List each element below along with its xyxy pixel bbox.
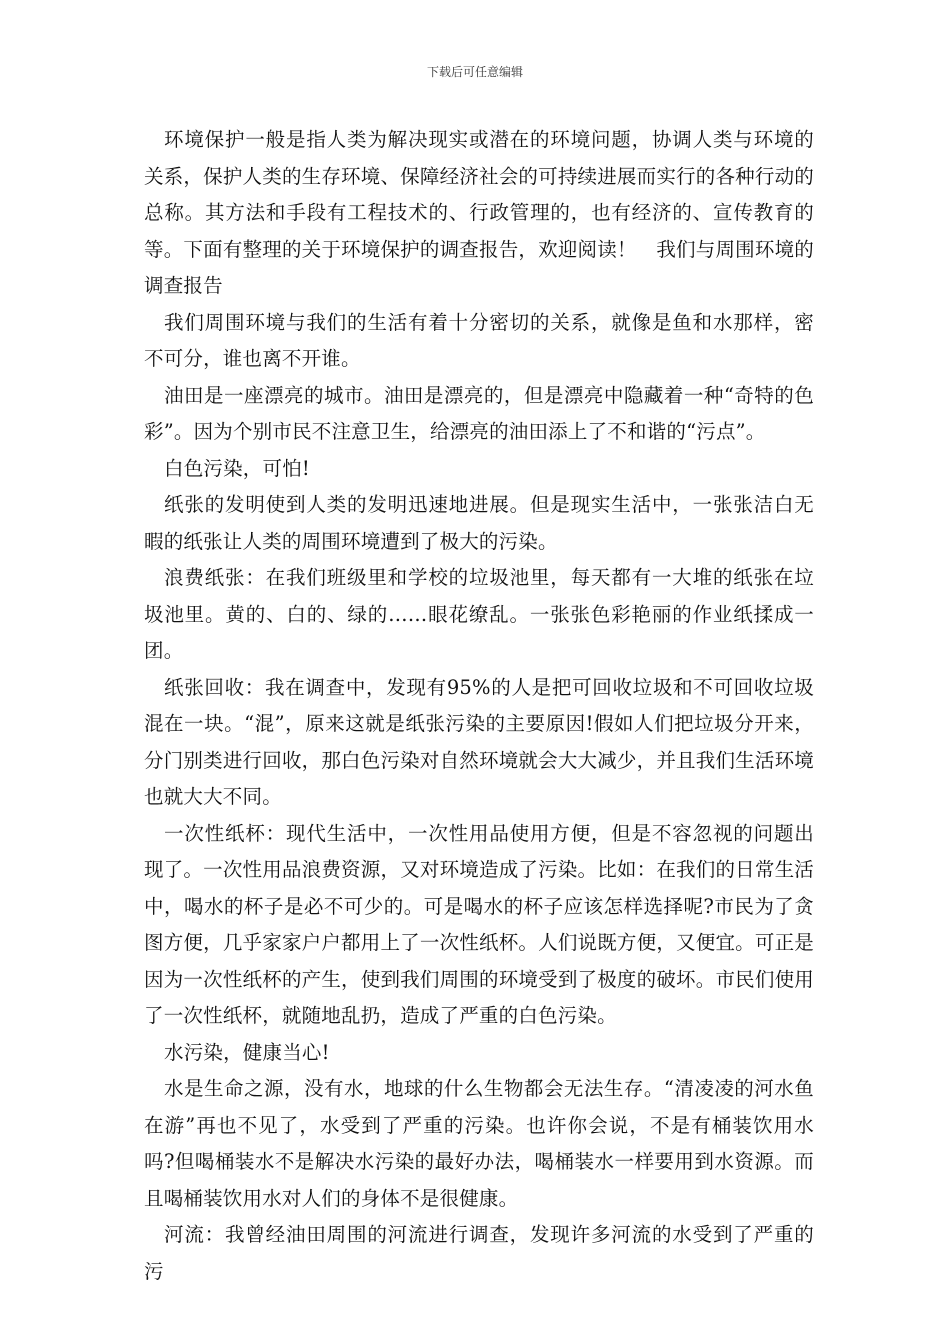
section-heading-white-pollution: 白色污染，可怕! [164, 456, 310, 480]
paragraph-rivers: 河流：我曾经油田周围的河流进行调查，发现许多河流的水受到了严重的污 [144, 1223, 814, 1283]
paragraph-water-source: 水是生命之源，没有水，地球的什么生物都会无法生存。“清凌凌的河水鱼在游”再也不见了，水受到了严重的污染。也许你会说，不是有桶装饮用水吗?但喝桶装水不是解决水污染的最好办法，喝桶装水一样要用到水资源。而且喝桶装饮用水对人们的身体不是很健康。 [144, 1077, 814, 1210]
paragraph-intro: 环境保护一般是指人类为解决现实或潜在的环境问题，协调人类与环境的关系，保护人类的生存环境、保障经济社会的可持续进展而实行的各种行动的总称。其方法和手段有工程技术的、行政管理的，也有经济的、宣传教育的等。下面有整理的关于环境保护的调查报告，欢迎阅读！ 我们与周围环境的调查报告 [144, 128, 814, 297]
paragraph-paper-recycling: 纸张回收：我在调查中，发现有95%的人是把可回收垃圾和不可回收垃圾混在一块。“混”，原来这就是纸张污染的主要原因!假如人们把垃圾分开来，分门别类进行回收，那白色污染对自然环境就会大大减少，并且我们生活环境也就大大不同。 [144, 675, 814, 808]
paragraph-paper-invention: 纸张的发明使到人类的发明迅速地进展。但是现实生活中，一张张洁白无暇的纸张让人类的周围环境遭到了极大的污染。 [144, 493, 814, 553]
page-header-note: 下载后可任意编辑 [426, 65, 523, 79]
paragraph-disposable-cups: 一次性纸杯：现代生活中，一次性用品使用方便，但是不容忽视的问题出现了。一次性用品浪费资源，又对环境造成了污染。比如：在我们的日常生活中，喝水的杯子是必不可少的。可是喝水的杯子应该怎样选择呢?市民为了贪图方便，几乎家家户户都用上了一次性纸杯。人们说既方便，又便宜。可正是因为一次性纸杯的产生，使到我们周围的环境受到了极度的破坏。市民们使用了一次性纸杯，就随地乱扔，造成了严重的白色污染。 [144, 821, 814, 1027]
paragraph-environment-relation: 我们周围环境与我们的生活有着十分密切的关系，就像是鱼和水那样，密不可分，谁也离不开谁。 [144, 310, 814, 370]
paragraph-paper-waste: 浪费纸张：在我们班级里和学校的垃圾池里，每天都有一大堆的纸张在垃圾池里。黄的、白的、绿的……眼花缭乱。一张张色彩艳丽的作业纸揉成一团。 [144, 566, 814, 662]
section-heading-water-pollution: 水污染，健康当心! [164, 1040, 330, 1064]
document-body [144, 122, 814, 1290]
paragraph-oilfield-city: 油田是一座漂亮的城市。油田是漂亮的，但是漂亮中隐藏着一种“奇特的色彩”。因为个别市民不注意卫生，给漂亮的油田添上了不和谐的“污点”。 [144, 383, 814, 443]
